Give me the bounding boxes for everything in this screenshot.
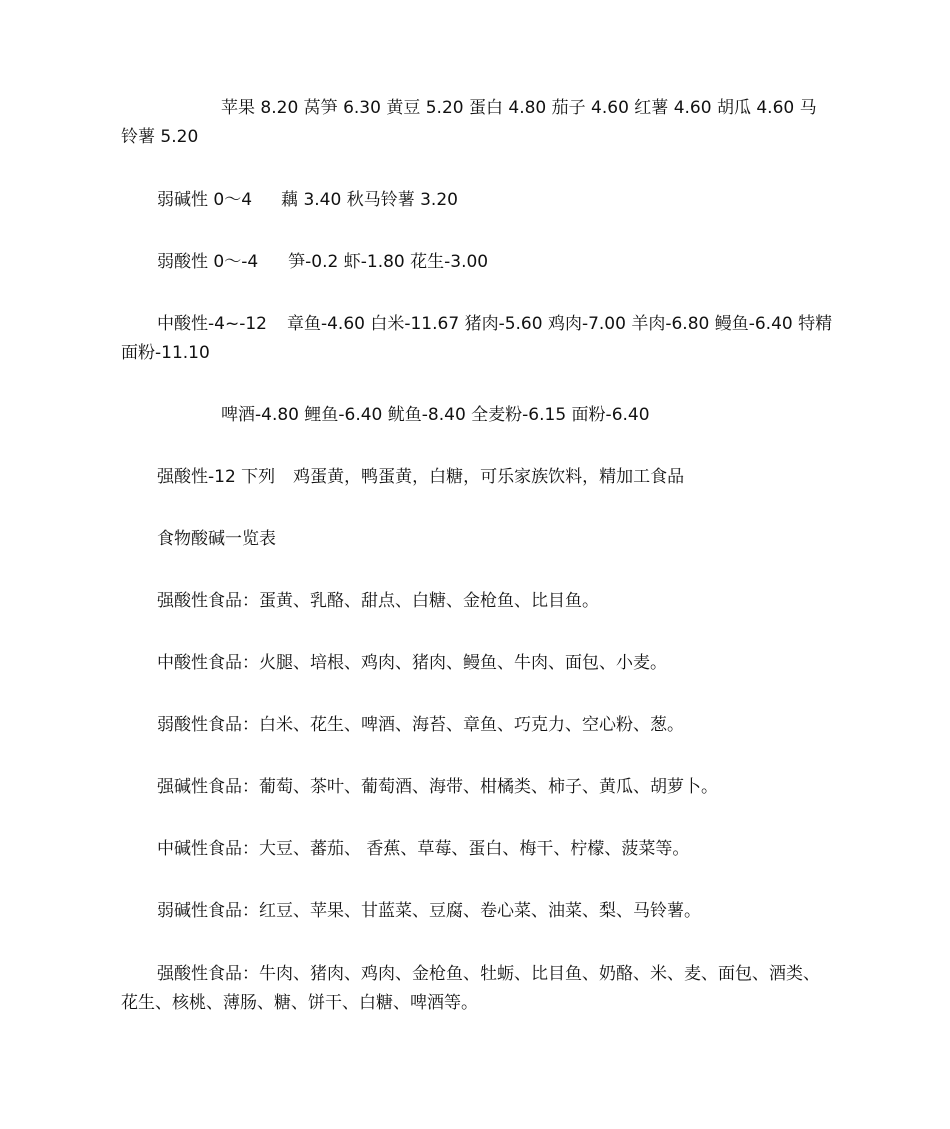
category-items: 章鱼-4.60 白米-11.67 猪肉-5.60 鸡肉-7.00 羊肉-6.80 鳗鱼-6.40 特精面粉-11.10 bbox=[121, 314, 833, 363]
paragraph-text: 中碱性食品：大豆、蕃茄、 香蕉、草莓、蛋白、梅干、柠檬、菠菜等。 bbox=[157, 839, 690, 859]
paragraph-text: 中酸性食品：火腿、培根、鸡肉、猪肉、鳗鱼、牛肉、面包、小麦。 bbox=[157, 653, 667, 673]
paragraph-medium-acid bbox=[121, 310, 833, 368]
paragraph-text: 强酸性食品：蛋黄、乳酪、甜点、白糖、金枪鱼、比目鱼。 bbox=[157, 591, 599, 611]
paragraph-text: 苹果 8.20 莴笋 6.30 黄豆 5.20 蛋白 4.80 茄子 4.60 红薯 4.60 胡瓜 4.60 马铃薯 5.20 bbox=[121, 98, 817, 147]
category-items: 藕 3.40 秋马铃薯 3.20 bbox=[281, 190, 458, 210]
paragraph-weak-alkaline-foods bbox=[121, 897, 833, 926]
category-items: 笋-0.2 虾-1.80 花生-3.00 bbox=[288, 252, 489, 272]
paragraph-strong-acid-foods-list bbox=[121, 960, 833, 1018]
heading-text: 食物酸碱一览表 bbox=[157, 529, 276, 549]
paragraph-text: 强酸性食品：牛肉、猪肉、鸡肉、金枪鱼、牡蛎、比目鱼、奶酪、米、麦、面包、酒类、花生、核桃、薄肠、糖、饼干、白糖、啤酒等。 bbox=[121, 964, 820, 1013]
category-label: 弱碱性 0～4 bbox=[157, 190, 253, 210]
category-label: 强酸性-12 下列 bbox=[157, 467, 276, 487]
paragraph-strong-acid bbox=[121, 463, 833, 492]
paragraph-text: 弱碱性食品：红豆、苹果、甘蓝菜、豆腐、卷心菜、油菜、梨、马铃薯。 bbox=[157, 901, 701, 921]
paragraph-alkaline-values bbox=[121, 94, 833, 152]
paragraph-medium-alkaline-foods bbox=[121, 835, 833, 864]
paragraph-text: 啤酒-4.80 鲤鱼-6.40 鱿鱼-8.40 全麦粉-6.15 面粉-6.40 bbox=[221, 405, 650, 425]
paragraph-strong-acid-foods bbox=[121, 587, 833, 616]
paragraph-text: 弱酸性食品：白米、花生、啤酒、海苔、章鱼、巧克力、空心粉、葱。 bbox=[157, 715, 684, 735]
category-label: 弱酸性 0～-4 bbox=[157, 252, 259, 272]
category-items: 鸡蛋黄，鸭蛋黄，白糖，可乐家族饮料，精加工食品 bbox=[293, 467, 685, 487]
paragraph-strong-alkaline-foods bbox=[121, 773, 833, 802]
paragraph-weak-acid bbox=[121, 248, 833, 277]
paragraph-weak-acid-foods bbox=[121, 711, 833, 740]
section-heading bbox=[121, 525, 833, 554]
category-label: 中酸性-4~-12 bbox=[157, 314, 267, 334]
paragraph-medium-acid-foods bbox=[121, 649, 833, 678]
paragraph-text: 强碱性食品：葡萄、茶叶、葡萄酒、海带、柑橘类、柿子、黄瓜、胡萝卜。 bbox=[157, 777, 718, 797]
paragraph-weak-alkaline bbox=[121, 186, 833, 215]
paragraph-acid-values bbox=[121, 401, 833, 430]
